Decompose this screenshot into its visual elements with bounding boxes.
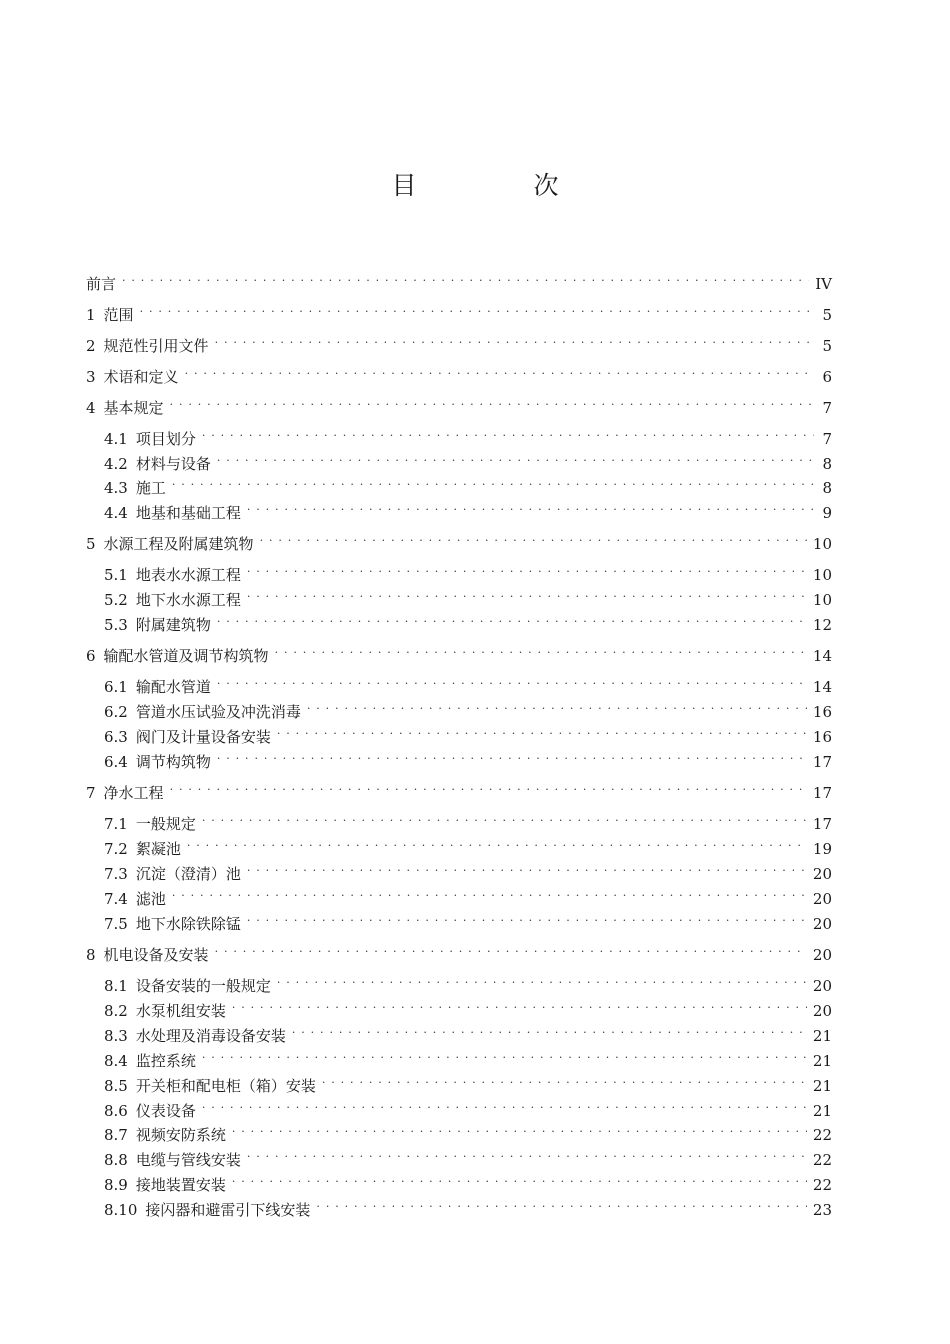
toc-entry-page-number: 21 xyxy=(812,1027,832,1045)
toc-entry-page-number: 7 xyxy=(822,399,832,417)
toc-entry[interactable] xyxy=(86,360,832,386)
toc-entry-title: 水处理及消毒设备安装 xyxy=(135,1027,286,1045)
toc-entry-page-number: 21 xyxy=(812,1077,832,1095)
dot-leader xyxy=(322,1069,807,1091)
toc-entry-number: 7.3 xyxy=(104,865,128,883)
toc-entry-page-number: 22 xyxy=(812,1151,832,1169)
toc-entry-number: 8.5 xyxy=(104,1077,128,1095)
toc-entry[interactable] xyxy=(104,422,832,448)
toc-entry[interactable] xyxy=(104,1069,832,1095)
toc-entry-title: 监控系统 xyxy=(135,1052,196,1070)
toc-entry-page-number: 10 xyxy=(812,535,832,553)
toc-entry-page-number: 20 xyxy=(812,946,832,964)
toc-entry[interactable] xyxy=(104,447,832,473)
toc-entry-page-number: 20 xyxy=(812,977,832,995)
toc-entry[interactable] xyxy=(104,608,832,634)
dot-leader xyxy=(247,558,807,580)
toc-entry[interactable] xyxy=(104,496,832,522)
toc-entry-number: 7.5 xyxy=(104,915,128,933)
dot-leader xyxy=(215,329,814,351)
toc-entry-number: 6.2 xyxy=(104,703,128,721)
toc-entry-number: 4.1 xyxy=(104,430,128,448)
toc-entry-title: 材料与设备 xyxy=(135,455,211,473)
toc-entry[interactable] xyxy=(104,720,832,746)
toc-entry-number: 7.1 xyxy=(104,815,128,833)
toc-entry-page-number: 17 xyxy=(812,815,832,833)
toc-entry-page-number: 20 xyxy=(812,890,832,908)
toc-entry-title: 项目划分 xyxy=(135,430,196,448)
toc-entry-title: 前言 xyxy=(86,275,117,293)
toc-entry[interactable] xyxy=(86,776,832,802)
toc-entry-title: 地下水除铁除锰 xyxy=(135,915,241,933)
dot-leader xyxy=(247,907,807,929)
toc-entry[interactable] xyxy=(104,1019,832,1045)
dot-leader xyxy=(202,807,807,829)
toc-entry-number: 2 xyxy=(86,337,96,355)
toc-entry-title: 净水工程 xyxy=(103,784,164,802)
toc-entry-title: 调节构筑物 xyxy=(135,753,211,771)
toc-entry-page-number: 5 xyxy=(822,306,832,324)
toc-entry[interactable] xyxy=(104,1143,832,1169)
toc-entry-number: 6 xyxy=(86,647,96,665)
toc-entry[interactable] xyxy=(104,857,832,883)
toc-entry-title: 水泵机组安装 xyxy=(135,1002,226,1020)
toc-entry-page-number: 7 xyxy=(822,430,832,448)
toc-entry-page-number: 23 xyxy=(812,1201,832,1219)
toc-entry-number: 6.3 xyxy=(104,728,128,746)
dot-leader xyxy=(292,1019,807,1041)
toc-entry-number: 6.1 xyxy=(104,678,128,696)
toc-entry-title: 机电设备及安装 xyxy=(103,946,209,964)
dot-leader xyxy=(260,527,807,549)
dot-leader xyxy=(307,695,807,717)
toc-entry[interactable] xyxy=(104,471,832,497)
toc-entry-title: 管道水压试验及冲洗消毒 xyxy=(135,703,301,721)
toc-entry-number: 8 xyxy=(86,946,96,964)
toc-entry[interactable] xyxy=(86,639,832,665)
dot-leader xyxy=(202,422,814,444)
toc-entry-number: 8.6 xyxy=(104,1102,128,1120)
toc-entry-page-number: 6 xyxy=(822,368,832,386)
dot-leader xyxy=(170,391,814,413)
toc-entry-title: 阀门及计量设备安装 xyxy=(135,728,271,746)
toc-entry-title: 接地装置安装 xyxy=(135,1176,226,1194)
dot-leader xyxy=(172,471,814,493)
dot-leader xyxy=(217,447,814,469)
toc-entry-number: 8.2 xyxy=(104,1002,128,1020)
toc-entry-number: 7 xyxy=(86,784,96,802)
toc-entry-number: 4.4 xyxy=(104,504,128,522)
dot-leader xyxy=(140,298,814,320)
toc-entry-page-number: 20 xyxy=(812,865,832,883)
dot-leader xyxy=(247,583,807,605)
toc-entry-page-number: 22 xyxy=(812,1126,832,1144)
dot-leader xyxy=(277,969,807,991)
toc-entry-number: 5.2 xyxy=(104,591,128,609)
dot-leader xyxy=(275,639,807,661)
toc-entry-title: 规范性引用文件 xyxy=(103,337,209,355)
toc-entry-title: 视频安防系统 xyxy=(135,1126,226,1144)
toc-entry-number: 8.10 xyxy=(104,1201,138,1219)
toc-entry[interactable] xyxy=(86,527,832,553)
toc-entry[interactable] xyxy=(86,267,832,293)
toc-entry-page-number: 12 xyxy=(812,616,832,634)
toc-entry-page-number: 19 xyxy=(812,840,832,858)
toc-entry[interactable] xyxy=(86,298,832,324)
dot-leader xyxy=(170,776,807,798)
toc-entry-title: 水源工程及附属建筑物 xyxy=(103,535,254,553)
toc-entry[interactable] xyxy=(86,938,832,964)
dot-leader xyxy=(215,938,807,960)
dot-leader xyxy=(232,994,807,1016)
toc-entry-title: 沉淀（澄清）池 xyxy=(135,865,241,883)
toc-entry[interactable] xyxy=(104,907,832,933)
toc-entry-title: 范围 xyxy=(103,306,134,324)
toc-entry-title: 电缆与管线安装 xyxy=(135,1151,241,1169)
toc-entry[interactable] xyxy=(104,882,832,908)
dot-leader xyxy=(316,1193,806,1215)
dot-leader xyxy=(185,360,814,382)
toc-entry[interactable] xyxy=(104,558,832,584)
toc-entry-title: 施工 xyxy=(135,479,166,497)
dot-leader xyxy=(217,670,807,692)
toc-entry-page-number: 8 xyxy=(822,479,832,497)
toc-entry[interactable] xyxy=(104,745,832,771)
toc-entry-page-number: 22 xyxy=(812,1176,832,1194)
toc-entry[interactable] xyxy=(104,1118,832,1144)
toc-entry[interactable] xyxy=(104,832,832,858)
toc-entry-title: 附属建筑物 xyxy=(135,616,211,634)
toc-entry[interactable] xyxy=(104,670,832,696)
toc-entry-number: 6.4 xyxy=(104,753,128,771)
toc-entry-page-number: 20 xyxy=(812,915,832,933)
toc-entry[interactable] xyxy=(104,969,832,995)
toc-entry-number: 8.9 xyxy=(104,1176,128,1194)
toc-entry-number: 4 xyxy=(86,399,96,417)
dot-leader xyxy=(217,745,807,767)
toc-entry-number: 3 xyxy=(86,368,96,386)
toc-entry-number: 5.1 xyxy=(104,566,128,584)
toc-entry-number: 8.1 xyxy=(104,977,128,995)
toc-entry-page-number: 17 xyxy=(812,784,832,802)
toc-entry[interactable] xyxy=(104,994,832,1020)
dot-leader xyxy=(232,1118,807,1140)
dot-leader xyxy=(247,1143,807,1165)
dot-leader xyxy=(202,1044,807,1066)
toc-entry[interactable] xyxy=(86,329,832,355)
toc-entry-number: 8.3 xyxy=(104,1027,128,1045)
toc-entry-title: 设备安装的一般规定 xyxy=(135,977,271,995)
toc-entry-page-number: 14 xyxy=(812,678,832,696)
toc-entry-page-number: IV xyxy=(815,275,832,293)
toc-entry-page-number: 16 xyxy=(812,703,832,721)
toc-entry-page-number: 20 xyxy=(812,1002,832,1020)
toc-entry-number: 1 xyxy=(86,306,96,324)
toc-entry[interactable] xyxy=(104,807,832,833)
toc-entry-number: 5.3 xyxy=(104,616,128,634)
toc-entry-page-number: 17 xyxy=(812,753,832,771)
toc-entry-number: 5 xyxy=(86,535,96,553)
dot-leader xyxy=(277,720,807,742)
toc-entry-title: 地基和基础工程 xyxy=(135,504,241,522)
dot-leader xyxy=(247,857,807,879)
toc-entry-number: 7.2 xyxy=(104,840,128,858)
toc-entry-page-number: 21 xyxy=(812,1052,832,1070)
toc-entry-title: 术语和定义 xyxy=(103,368,179,386)
toc-entry-title: 开关柜和配电柜（箱）安装 xyxy=(135,1077,316,1095)
dot-leader xyxy=(247,496,814,518)
toc-entry-page-number: 5 xyxy=(822,337,832,355)
toc-entry[interactable] xyxy=(104,1193,832,1219)
toc-entry[interactable] xyxy=(104,695,832,721)
toc-entry-number: 4.3 xyxy=(104,479,128,497)
toc-entry[interactable] xyxy=(104,583,832,609)
toc-entry-page-number: 9 xyxy=(822,504,832,522)
toc-entry-title: 滤池 xyxy=(135,890,166,908)
toc-entry-number: 4.2 xyxy=(104,455,128,473)
toc-entry-title: 絮凝池 xyxy=(135,840,181,858)
dot-leader xyxy=(202,1094,807,1116)
toc-entry-page-number: 10 xyxy=(812,566,832,584)
dot-leader xyxy=(187,832,807,854)
toc-entry-title: 接闪器和避雷引下线安装 xyxy=(145,1201,311,1219)
toc-entry-page-number: 21 xyxy=(812,1102,832,1120)
toc-entry-title: 输配水管道 xyxy=(135,678,211,696)
toc-entry-title: 地下水水源工程 xyxy=(135,591,241,609)
toc-entry-number: 8.7 xyxy=(104,1126,128,1144)
toc-entry[interactable] xyxy=(104,1168,832,1194)
toc-entry-title: 基本规定 xyxy=(103,399,164,417)
toc-entry-number: 8.4 xyxy=(104,1052,128,1070)
toc-entry-page-number: 14 xyxy=(812,647,832,665)
dot-leader xyxy=(122,267,809,289)
toc-entry-title: 一般规定 xyxy=(135,815,196,833)
toc-entry-page-number: 8 xyxy=(822,455,832,473)
toc-entry[interactable] xyxy=(104,1044,832,1070)
toc-entry-title: 输配水管道及调节构筑物 xyxy=(103,647,269,665)
page-title: 目 次 xyxy=(391,171,605,200)
toc-entry-page-number: 10 xyxy=(812,591,832,609)
toc-entry-number: 7.4 xyxy=(104,890,128,908)
toc-entry[interactable] xyxy=(86,391,832,417)
dot-leader xyxy=(232,1168,807,1190)
dot-leader xyxy=(217,608,807,630)
toc-entry-number: 8.8 xyxy=(104,1151,128,1169)
toc-entry[interactable] xyxy=(104,1094,832,1120)
dot-leader xyxy=(172,882,807,904)
toc-entry-page-number: 16 xyxy=(812,728,832,746)
toc-entry-title: 仪表设备 xyxy=(135,1102,196,1120)
toc-entry-title: 地表水水源工程 xyxy=(135,566,241,584)
